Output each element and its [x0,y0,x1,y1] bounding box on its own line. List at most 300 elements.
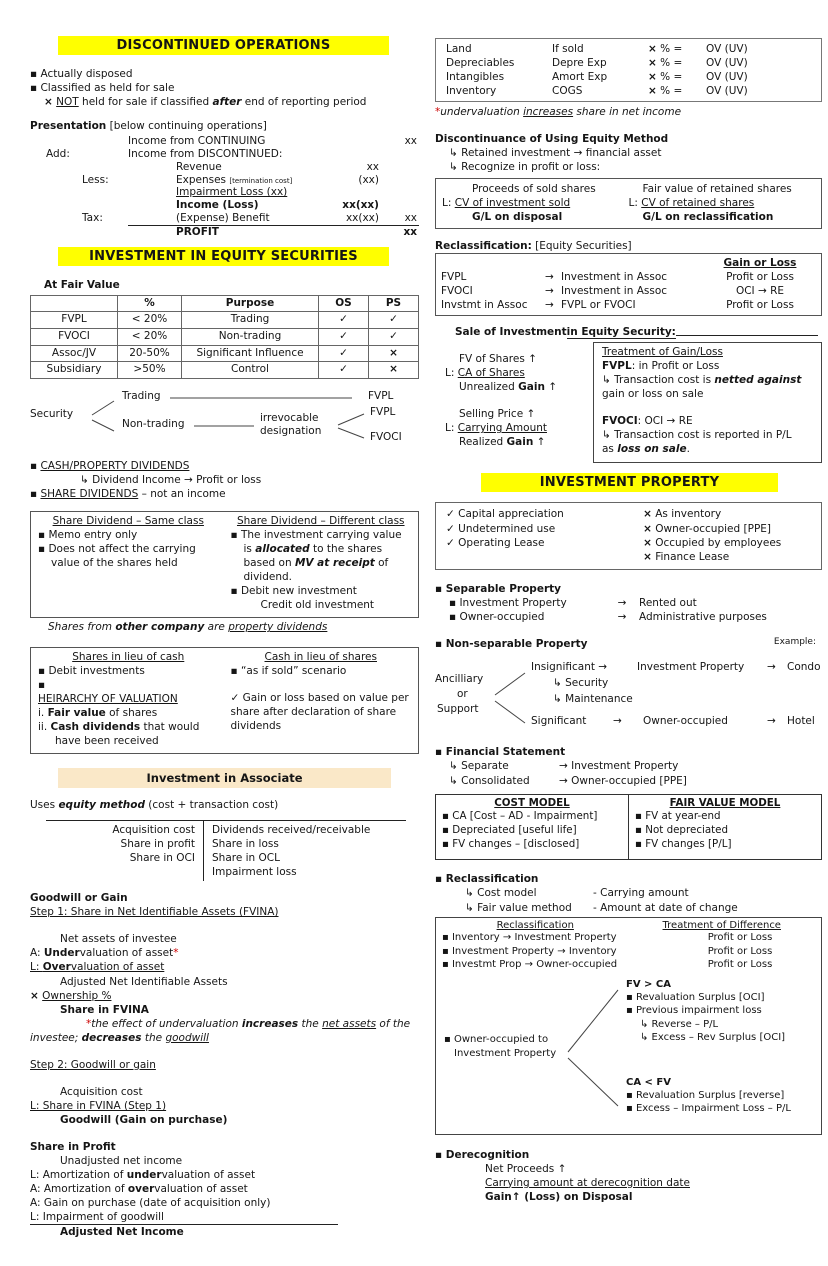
same-class-items [38,528,219,570]
text-seg: A: Amortization of [30,1183,128,1196]
derecognition-lines [435,1162,822,1204]
text-line [643,536,811,550]
statement-midlabel [82,186,128,199]
text-seg: to the shares based on [243,543,383,570]
text-line [30,67,419,81]
right-column [435,36,822,1240]
text-seg: (cost + transaction cost) [144,798,279,811]
presentation-heading [30,119,419,133]
text-seg: CA < FV [626,1076,671,1088]
text-seg: ▪ Does not affect the carrying value of the shares held [38,543,196,570]
text-seg: ▪ FV changes [P/L] [635,837,732,850]
text-seg: Rented out [639,596,697,609]
grid-cell [435,759,559,773]
grid-cell [181,345,318,362]
text-seg: → [545,270,554,283]
goodwill-or-gain-title [30,891,419,905]
text-seg: ↑ [533,436,546,449]
text-seg: Proceeds of sold shares [472,182,596,195]
text-seg: as [602,443,618,456]
text-seg: CV of investment sold [454,196,571,209]
text-seg: ▪ Financial Statement [435,746,566,759]
text-line [626,1031,822,1044]
grid-cell [704,298,816,312]
text-seg: Discontinuance of Using Equity Method [435,133,669,146]
cash-in-lieu-col [231,651,412,748]
text-seg: ▪ Previous impairment loss [626,1005,762,1017]
ca-less-than-fv-block [626,1076,822,1116]
text-seg: ✓ Capital appreciation [446,508,564,521]
text-line [626,1089,822,1102]
text-seg: Net Proceeds ↑ [485,1162,567,1175]
text-seg: FVPL or FVOCI [561,298,636,311]
text-seg: L: [445,422,458,435]
text-line [445,380,585,394]
grid-cell [446,42,552,56]
sale-heading-part2: in Equity Security: [566,326,676,338]
text-line [30,1072,419,1085]
text-seg: ▪ The investment carrying value is [230,529,402,556]
text-seg: ▪ Owner-occupied [449,611,545,624]
statement-body [128,135,419,148]
text-seg: ✓ [389,313,398,326]
text-line [435,1162,822,1176]
text-seg: Trading [230,313,270,326]
owner-occupied-branch-diagram [442,978,815,1130]
lieu-box [30,647,419,754]
text-seg: Over [42,961,71,974]
text-seg: Administrative purposes [639,611,767,624]
grid-cell [117,328,181,345]
grid-cell [441,256,545,270]
text-line [629,196,816,210]
text-seg: CASH/PROPERTY DIVIDENDS [40,459,190,472]
text-line [435,160,822,174]
text-seg: ↳ Reverse – P/L [640,1018,719,1030]
text-line [643,507,811,521]
grid-cell [704,270,816,284]
text-line [445,352,585,366]
text-seg: . [686,443,690,456]
text-seg: Reclassification: [435,239,532,252]
grid-cell [665,958,815,972]
reclassification-box-header [442,920,815,931]
text-seg: held for sale if classified [78,96,213,109]
text-seg: ▪ FV changes – [disclosed] [442,837,580,850]
grid-cell [442,931,665,945]
sale-of-investment-section [445,342,822,463]
text-line [445,407,585,421]
text-line [446,522,643,536]
statement-amount-outer [385,174,419,187]
security-classification-diagram [30,389,419,451]
text-line [30,1182,419,1196]
text-seg: × [643,508,652,521]
t-account-debits [46,821,204,881]
grid-cell [605,610,639,624]
text-seg: × [643,536,652,549]
grid-cell [561,270,704,284]
step1-heading [30,905,419,919]
text-seg: MV at receipt [294,557,375,570]
grid-cell [545,270,561,284]
statement-amount-inner [323,226,385,239]
statement-row [46,161,419,174]
shares-in-lieu-title: Shares in lieu of cash [72,650,185,663]
sale-computation-col [445,342,585,463]
statement-midlabel [82,226,128,239]
grid-cell [552,70,648,84]
reclassification-box-rows [442,931,815,972]
discontinuance-lines [435,146,822,174]
text-seg: Share in FVINA [60,1003,149,1016]
text-line [445,421,585,435]
text-seg: < 20% [131,313,168,326]
ca-lt-fv-title [626,1076,822,1089]
text-seg: over [127,1183,155,1196]
text-seg: Acquisition cost [112,823,195,836]
text-seg: xx [366,160,379,173]
text-seg: * [435,106,441,119]
statement-midlabel [82,135,128,148]
section-header-discontinued-operations: DISCONTINUED OPERATIONS [58,36,389,55]
irrevocable-label: irrevocable [260,411,319,424]
statement-amount-inner [323,199,385,212]
discontinuance-title [435,132,822,146]
text-seg: the [141,1031,166,1044]
text-seg: Income (Loss) [176,199,259,212]
text-seg: Income from DISCONTINUED: [128,148,283,161]
text-seg: ↳ Transaction cost is reported in P/L [602,429,792,442]
text-seg: ✓ Operating Lease [446,536,545,549]
grid-cell [545,298,561,312]
text-seg: the [298,1017,323,1030]
statement-label [128,161,323,174]
text-line [30,1225,419,1239]
text-seg: Step 2: Goodwill or gain [30,1058,156,1071]
fair-value-model-col [629,795,821,859]
grid-cell [442,945,665,959]
cost-model-items [442,810,622,851]
text-seg: ✓ [339,329,348,342]
statement-label [128,186,323,199]
text-seg: Fair value [47,706,106,719]
text-seg: FVOCI [58,329,90,342]
share-dividend-box [30,511,419,618]
text-seg: SHARE DIVIDENDS [40,488,139,501]
text-line [602,401,813,414]
text-seg: valuation of asset [161,1169,256,1182]
text-seg: ▪ Non-separable Property [435,638,588,651]
fv-greater-than-ca-block [626,978,822,1045]
text-seg: Investment in Assoc [561,284,668,297]
text-seg: ↳ Separate [449,760,509,773]
text-seg: If sold [552,43,584,55]
text-line [30,1196,419,1210]
text-seg: Non-trading [218,329,282,342]
statement-label [128,199,323,212]
statement-amount-outer [385,226,419,239]
text-line [626,991,822,1004]
example-label: Example: [773,637,816,648]
text-seg: Unrealized [459,381,519,394]
text-seg: ▪ Reclassification [435,873,539,886]
text-seg: Finance Lease [651,550,730,563]
grid-cell [368,361,418,378]
text-seg: ▪ Excess – Impairment Loss – P/L [626,1103,791,1115]
statement-row [46,148,419,161]
text-seg: ✓ Undetermined use [446,522,556,535]
grid-cell [559,759,822,773]
statement-label [128,212,323,225]
text-line [30,960,419,974]
text-seg: Adjusted Net Income [60,1226,184,1239]
spacer [30,1127,419,1140]
text-line [212,851,406,865]
text-seg: Expenses [176,173,230,186]
text-seg: undervaluation [440,106,524,119]
text-line [30,459,419,473]
grid-cell [605,596,639,610]
text-line [30,81,419,95]
text-seg: valuation of asset [79,947,174,960]
text-seg: → Investment Property [559,760,679,773]
text-line [212,865,406,879]
left-column [30,36,419,1240]
condo-label: Condo [787,661,821,674]
text-seg: ▪ Debit investments [38,664,145,677]
step1-lines [30,919,419,1045]
grid-cell [704,284,816,298]
text-seg: A: Gain on purchase (date of acquisition only) [30,1197,271,1210]
text-line [30,1017,419,1045]
text-line [38,542,219,570]
grid-cell [706,70,817,84]
non-trading-label: Non-trading [122,417,185,430]
text-seg: * [173,947,179,960]
text-line [602,414,813,428]
text-seg: ✓ [339,363,348,376]
text-line [435,1190,822,1204]
text-seg: G/L on reclassification [642,210,774,223]
text-seg: ↳ Consolidated [449,774,530,787]
text-seg: ↑ [544,381,558,394]
text-seg: × [643,522,652,535]
text-seg: Significant Influence [196,346,304,359]
text-seg: FVPL [441,270,467,283]
text-seg: Intangibles [446,71,505,84]
grid-cell [593,901,822,915]
text-line [602,428,813,442]
treatment-of-gain-loss-box [593,342,822,463]
non-separable-heading-row [435,637,822,651]
fvpl-top-label: FVPL [368,389,394,402]
text-line [30,1154,419,1168]
text-seg: ↳ Transaction cost is [602,374,715,387]
text-line [30,1113,419,1127]
grid-cell [181,361,318,378]
text-seg: L: [442,196,455,209]
text-seg: ▪ Investment Property [449,596,567,609]
text-seg: → [617,611,627,624]
text-line [46,823,195,837]
grid-cell [117,361,181,378]
text-seg: L: Share in FVINA (Step 1) [30,1099,167,1112]
text-seg: ▪ Investmt Prop → Owner-occupied [442,959,618,971]
text-seg: Amort Exp [552,71,608,84]
statement-prefix [46,161,82,174]
statement-amount-inner [323,148,385,161]
owner-occupied-to-label: ▪ Owner-occupied to [444,1033,549,1045]
at-fair-value-title: At Fair Value [44,278,120,291]
text-seg: × [648,71,657,84]
text-seg: Acquisition cost [60,1085,143,1098]
text-line [629,182,816,196]
statement-row [46,199,419,212]
text-seg: gain or loss on sale [602,388,704,401]
text-seg: ↳ Dividend Income → Profit or loss [80,473,262,486]
reclassification-eq-title [435,239,822,253]
text-seg: ↳ Cost model [465,887,537,900]
statement-prefix [46,226,82,239]
grid-cell [559,774,822,788]
grid-cell [561,284,704,298]
dividends-list [30,459,419,501]
text-seg: OV (UV) [706,43,748,55]
investment-property-criteria-box [435,502,822,569]
text-seg: ↳ Fair value method [465,901,572,914]
text-seg: of shares [105,706,158,719]
text-seg: Investment in Assoc [561,270,668,283]
text-line [643,522,811,536]
text-seg: → [617,596,627,609]
discontinued-intro-list [30,67,419,109]
statement-amount-outer [385,161,419,174]
text-line [30,946,419,960]
section-header-investment-property: INVESTMENT PROPERTY [481,473,778,492]
share-dividend-different-class-col [231,515,412,612]
text-seg: Carrying Amount [457,422,547,435]
text-line [30,95,419,109]
text-seg: Goodwill (Gain on purchase) [60,1114,228,1127]
grid-cell [545,284,561,298]
text-seg: Profit or Loss [707,931,773,943]
text-seg: Gain [518,381,545,394]
text-seg: OS [335,296,352,309]
separable-property-title [435,582,822,596]
text-seg: increases [241,1017,299,1030]
text-seg: HEIRARCHY OF VALUATION [38,692,178,705]
grid-cell [435,596,605,610]
text-seg: xx [404,135,417,148]
text-line [442,810,622,824]
spacer [435,1135,822,1148]
text-line [38,720,219,748]
statement-amount-inner [323,186,385,199]
text-line [231,664,412,678]
text-seg: Gain↑ (Loss) on Disposal [485,1190,633,1203]
text-line [602,373,813,387]
text-line [435,146,822,160]
security-label: Security [30,407,74,420]
section-header-equity-securities: INVESTMENT IN EQUITY SECURITIES [58,247,389,266]
text-line [626,1004,822,1017]
financial-statement-title [435,745,822,759]
text-line [30,487,419,501]
text-seg: PROFIT [176,225,219,238]
text-seg: ▪ Separable Property [435,582,561,595]
text-seg: → [545,298,554,311]
reclassification-ip-title [435,872,822,886]
cost-model-col [436,795,629,859]
text-seg: are [204,621,229,634]
text-seg: Share in OCI [129,852,195,865]
reclassification-eq-table [435,253,822,316]
text-line [445,366,585,380]
text-seg: × [389,363,398,376]
text-seg: equity method [58,798,145,811]
t-account-credits [204,821,406,881]
statement-prefix [46,199,82,212]
text-line [442,824,622,838]
arrow-label: → [613,715,622,728]
text-seg: Presentation [30,120,107,133]
text-seg: ▪ Investment Property → Inventory [442,945,617,957]
statement-prefix [46,174,82,187]
text-seg: Dividends received/receivable [212,823,371,836]
text-seg: ↳ Retained investment → financial asset [449,147,662,160]
text-line [442,196,629,210]
fvpl-mid-label: FVPL [370,405,396,418]
statement-row [46,212,419,226]
text-seg: ✓ [339,313,348,326]
text-line [212,823,406,837]
text-seg: decreases [81,1031,142,1044]
text-seg: Step 1: Share in Net Identifiable Assets (FVINA) [30,906,279,919]
text-line [30,473,419,487]
grid-cell [446,70,552,84]
grid-cell [31,345,117,362]
text-seg: ▪ Derecognition [435,1148,530,1161]
text-seg: of dividend. [243,557,389,584]
statement-amount-inner [323,135,385,148]
text-line [38,706,219,720]
share-in-profit-lines [30,1154,419,1239]
reclassification-ip-rows [435,886,822,915]
grid-cell [181,328,318,345]
text-seg: Invstmt in Assoc [441,298,528,311]
arrow-label: → [767,661,776,674]
text-line [30,989,419,1003]
grid-cell [31,296,117,312]
text-seg: L: [628,196,642,209]
text-seg: × [389,346,398,359]
text-seg: NOT [56,96,79,109]
text-seg: Share in OCL [212,852,280,865]
grid-cell [665,931,815,945]
text-line [602,345,813,359]
grid-cell [593,886,822,900]
investment-property-label: Investment Property [637,661,745,674]
grid-cell [446,84,552,98]
cash-in-lieu-title: Cash in lieu of shares [264,650,377,663]
text-line [442,838,622,852]
text-seg: 20-50% [129,346,170,359]
text-seg: of the investee; [30,1017,411,1044]
text-seg: increases [523,106,574,119]
text-line [446,507,643,521]
text-seg: × [44,96,53,109]
